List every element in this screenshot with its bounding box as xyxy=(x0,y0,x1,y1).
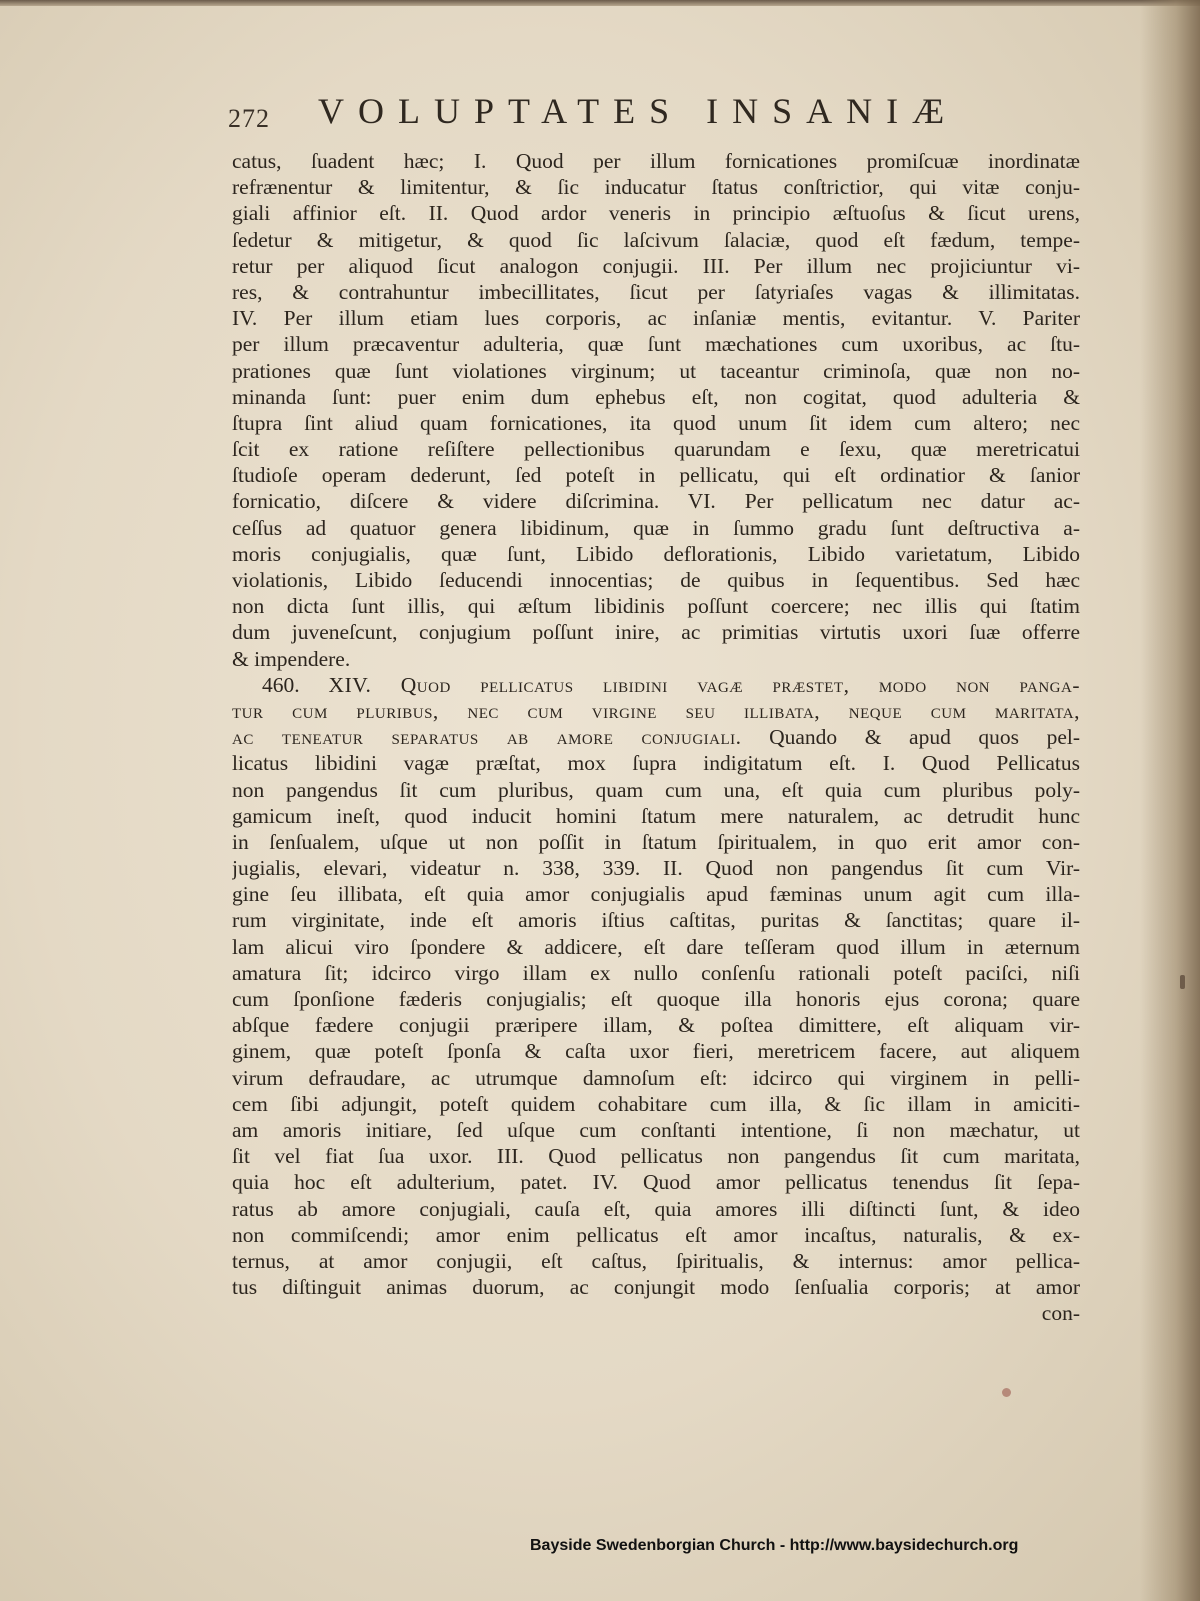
text-line: IV. Per illum etiam lues corporis, ac inſaniæ mentis, evitantur. V. Pariter xyxy=(232,306,1080,331)
text-line: ſtudioſe operam dederunt, ſed poteſt in pellicatu, qui eſt ordinatior & ſanior xyxy=(232,463,1080,488)
text-line: retur per aliquod ſicut analogon conjugii. III. Per illum nec projiciuntur vi- xyxy=(232,253,1080,278)
text-line: ceſſus ad quatuor genera libidinum, quæ in ſummo gradu ſunt deſtructiva a- xyxy=(232,515,1080,540)
text-line: & impendere. xyxy=(232,646,351,671)
text-line: ternus, at amor conjugii, eſt caſtus, ſpiritualis, & internus: amor pellica- xyxy=(232,1248,1080,1273)
text-line: amatura ſit; idcirco virgo illam ex nullo conſenſu rationali poteſt paciſci, niſi xyxy=(232,960,1080,985)
footer-credit: Bayside Swedenborgian Church - http://www.baysidechurch.org xyxy=(530,1537,1019,1554)
book-gutter-shadow xyxy=(1140,0,1200,1601)
text-line: ſedetur & mitigetur, & quod ſic laſcivum ſalaciæ, quod eſt fædum, tempe- xyxy=(232,227,1080,252)
text-line: non dicta ſunt illis, qui æſtum libidinis poſſunt coercere; nec illis qui ſtatim xyxy=(232,594,1080,619)
text-line: ſtupra ſint aliud quam fornicationes, ita quod unum ſit idem cum altero; nec xyxy=(232,410,1080,435)
text-line: dum juveneſcunt, conjugium poſſunt inire, ac primitias virtutis uxori ſuæ offerre xyxy=(232,620,1080,645)
text-line: non commiſcendi; amor enim pellicatus eſt amor incaſtus, naturalis, & ex- xyxy=(232,1222,1080,1247)
text-line: non pangendus ſit cum pluribus, quam cum una, eſt quia cum pluribus poly- xyxy=(232,777,1080,802)
text-line: ginem, quæ poteſt ſponſa & caſta uxor fieri, meretricem facere, aut aliquem xyxy=(232,1039,1080,1064)
text-line: virum defraudare, ac utrumque damnoſum eſt: idcirco qui virginem in pelli- xyxy=(232,1065,1080,1090)
text-line: quia hoc eſt adulterium, patet. IV. Quod amor pellicatus tenendus ſit ſepa- xyxy=(232,1170,1080,1195)
text-line: moris conjugialis, quæ ſunt, Libido deflorationis, Libido varietatum, Libido xyxy=(232,541,1080,566)
text-line: jugialis, elevari, videatur n. 338, 339. II. Quod non pangendus ſit cum Vir- xyxy=(232,856,1080,881)
section-number: 460. xyxy=(262,672,300,697)
paper-stain xyxy=(1180,975,1185,989)
section-heading-line: tur cum pluribus, nec cum virgine seu illibata, neque cum maritata, xyxy=(232,698,1080,723)
text-line: lam alicui viro ſpondere & addicere, eſt dare teſſeram quod illum in æternum xyxy=(232,934,1080,959)
page-number: 272 xyxy=(228,104,270,133)
text-line: rum virginitate, inde eſt amoris iſtius caſtitas, puritas & ſanctitas; quare il- xyxy=(232,908,1080,933)
text-line: res, & contrahuntur imbecillitates, ſicut per ſatyriaſes vagas & illimitatas. xyxy=(232,279,1080,304)
text-line: ſit vel fiat ſua uxor. III. Quod pellicatus non pangendus ſit cum maritata, xyxy=(232,1144,1080,1169)
text-line: refrænentur & limitentur, & ſic inducatur ſtatus conſtrictior, qui vitæ conju- xyxy=(232,175,1080,200)
text-line: gamicum ineſt, quod inducit homini ſtatum mere naturalem, ac detrudit hunc xyxy=(232,803,1080,828)
text-line: catus, ſuadent hæc; I. Quod per illum fornicationes promiſcuæ inordinatæ xyxy=(232,149,1080,173)
text-line: minanda ſunt: puer enim dum ephebus eſt, non cogitat, quod adulteria & xyxy=(232,384,1080,409)
heading-continuation: Quando & apud quos pel- xyxy=(769,725,1080,750)
section-heading: XIV. Quod pellicatus libidini vagæ præſtet, modo non panga- xyxy=(328,672,1080,697)
text-line: ſcit ex ratione reſiſtere pellectionibus quarundam e ſexu, quæ meretricatui xyxy=(232,437,1080,462)
text-line: am amoris initiare, ſed uſque cum conſtanti intentione, ſi non mæchatur, ut xyxy=(232,1117,1080,1142)
text-line: cem ſibi adjungit, poteſt quidem cohabitare cum illa, & ſic illam in amiciti- xyxy=(232,1091,1080,1116)
running-head xyxy=(228,90,988,140)
text-line: cum ſponſione fæderis conjugialis; eſt quoque illa honoris ejus corona; quare xyxy=(232,987,1080,1011)
text-line: gine ſeu illibata, eſt quia amor conjugialis apud fæminas unum agit cum illa- xyxy=(232,882,1080,907)
paper-stain xyxy=(1002,1388,1011,1397)
text-line: prationes quæ ſunt violationes virginum; ut taceantur criminoſa, quæ non no- xyxy=(232,358,1080,383)
section-heading-line xyxy=(232,724,1080,750)
text-line: licatus libidini vagæ præſtat, mox ſupra indigitatum eſt. I. Quod Pellicatus xyxy=(232,751,1080,776)
catchword: con- xyxy=(1041,1301,1080,1326)
text-line: giali affinior eſt. II. Quod ardor veneris in principio æſtuoſus & ſicut urens, xyxy=(232,201,1080,226)
section-heading: ac teneatur separatus ab amore conjugiali. xyxy=(232,725,742,750)
text-line: abſque fædere conjugii præripere illam, & poſtea dimittere, eſt aliquam vir- xyxy=(232,1013,1080,1038)
text-line: fornicatio, diſcere & videre diſcrimina. VI. Per pellicatum nec datur ac- xyxy=(232,489,1080,514)
text-line: in ſenſualem, uſque ut non poſſit in ſtatum ſpiritualem, in quo erit amor con- xyxy=(232,829,1080,854)
page-top-edge xyxy=(0,0,1200,6)
text-line: ratus ab amore conjugiali, cauſa eſt, quia amores illi diſtincti ſunt, & ideo xyxy=(232,1196,1080,1221)
page-title: VOLUPTATES INSANIÆ xyxy=(318,91,959,131)
text-line: tus diſtinguit animas duorum, ac conjungit modo ſenſualia corporis; at amor xyxy=(232,1275,1080,1300)
text-line: violationis, Libido ſeducendi innocentias; de quibus in ſequentibus. Sed hæc xyxy=(232,568,1080,592)
body-text xyxy=(232,148,1080,1326)
text-line: per illum præcaventur adulteria, quæ ſunt mæchationes cum uxoribus, ac ſtu- xyxy=(232,332,1080,357)
section-heading-line xyxy=(232,672,1080,698)
